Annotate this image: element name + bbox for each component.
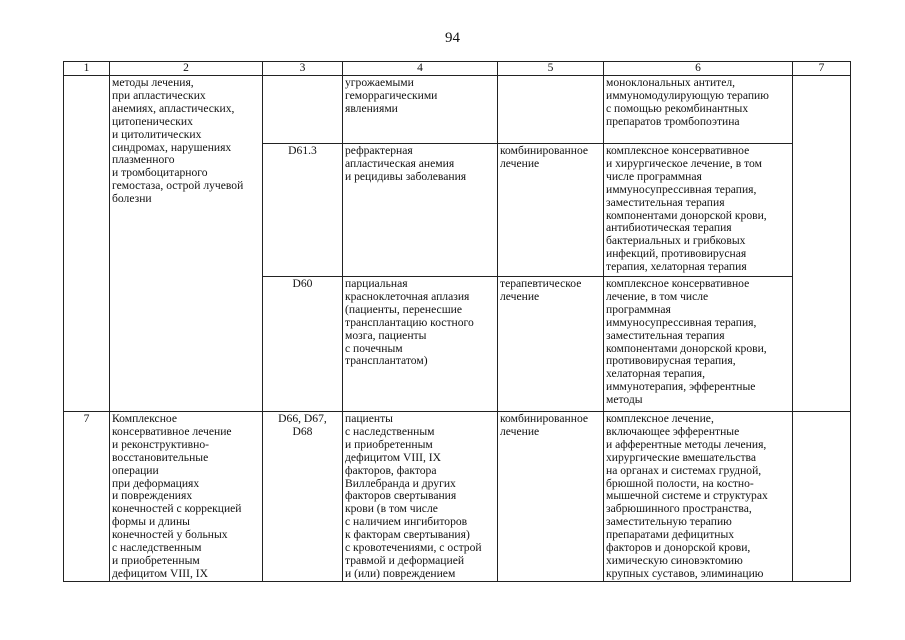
column-number: 7 (793, 62, 851, 76)
patient-model-cell: пациенты с наследственным и приобретенным дефицитом VIII, IX факторов, фактора Виллебранда и других факторов свертывания крови (в том числе с наличием ингибиторов к факторам свертывания) с кровотечениями, с острой травмой и деформацией и (или) повреждением (343, 412, 498, 582)
treatment-profile-cell: Комплексное консервативное лечение и реконструктивно- восстановительные операции при деформациях и повреждениях конечностей с коррекцией формы и длины конечностей у больных с наследственным и приобретенным дефицитом VIII, IX (110, 412, 263, 582)
column-number-row (64, 62, 851, 76)
icd-code-cell: D66, D67, D68 (263, 412, 343, 582)
row-number-cell (64, 76, 110, 412)
treatment-method-cell: комплексное консервативное и хирургическое лечение, в том числе программная иммуносупрессивная терапия, заместительная терапия компонентами донорской крови, антибиотическая терапия бактериальных и грибковых инфекций, противовирусная терапия, хелаторная терапия (604, 144, 793, 277)
treatment-method-cell: комплексное консервативное лечение, в том числе программная иммуносупрессивная терапия, заместительная терапия компонентами донорской крови, противовирусная терапия, хелаторная терапия, иммунотерапия, эфферентные методы (604, 277, 793, 412)
treatment-method-cell: комплексное лечение, включающее эфферентные и афферентные методы лечения, хирургические вмешательства на органах и системах грудной, брюшной полости, на костно- мышечной системе и структурах забрюшинного пространства, заместительную терапию препаратами дефицитных факторов и донорской крови, химическую синовэктомию крупных суставов, элиминацию (604, 412, 793, 582)
patient-model-cell: угрожаемыми геморрагическими явлениями (343, 76, 498, 144)
column-number: 2 (110, 62, 263, 76)
treatment-type-cell (498, 76, 604, 144)
column-number: 1 (64, 62, 110, 76)
column-number: 3 (263, 62, 343, 76)
table-row (64, 412, 851, 582)
patient-model-cell: парциальная красноклеточная аплазия (пациенты, перенесшие трансплантацию костного мозга, пациенты с почечным трансплантатом) (343, 277, 498, 412)
treatment-profile-cell: методы лечения, при апластических анемиях, апластических, цитопенических и цитолитических синдромах, нарушениях плазменного и тромбоцитарного гемостаза, острой лучевой болезни (110, 76, 263, 412)
treatment-method-cell: моноклональных антител, иммуномодулирующую терапию с помощью рекомбинантных препаратов тромбопоэтина (604, 76, 793, 144)
column-7-cell (793, 76, 851, 412)
document-table (63, 61, 851, 582)
page-number: 94 (445, 30, 460, 46)
column-7-cell (793, 412, 851, 582)
patient-model-cell: рефрактерная апластическая анемия и рецидивы заболевания (343, 144, 498, 277)
icd-code-cell (263, 76, 343, 144)
column-number: 5 (498, 62, 604, 76)
column-number: 6 (604, 62, 793, 76)
row-number-cell: 7 (64, 412, 110, 582)
column-number: 4 (343, 62, 498, 76)
treatment-type-cell: комбинированное лечение (498, 144, 604, 277)
treatment-type-cell: терапевтическое лечение (498, 277, 604, 412)
table-row (64, 76, 851, 144)
treatment-type-cell: комбинированное лечение (498, 412, 604, 582)
icd-code-cell: D61.3 (263, 144, 343, 277)
icd-code-cell: D60 (263, 277, 343, 412)
